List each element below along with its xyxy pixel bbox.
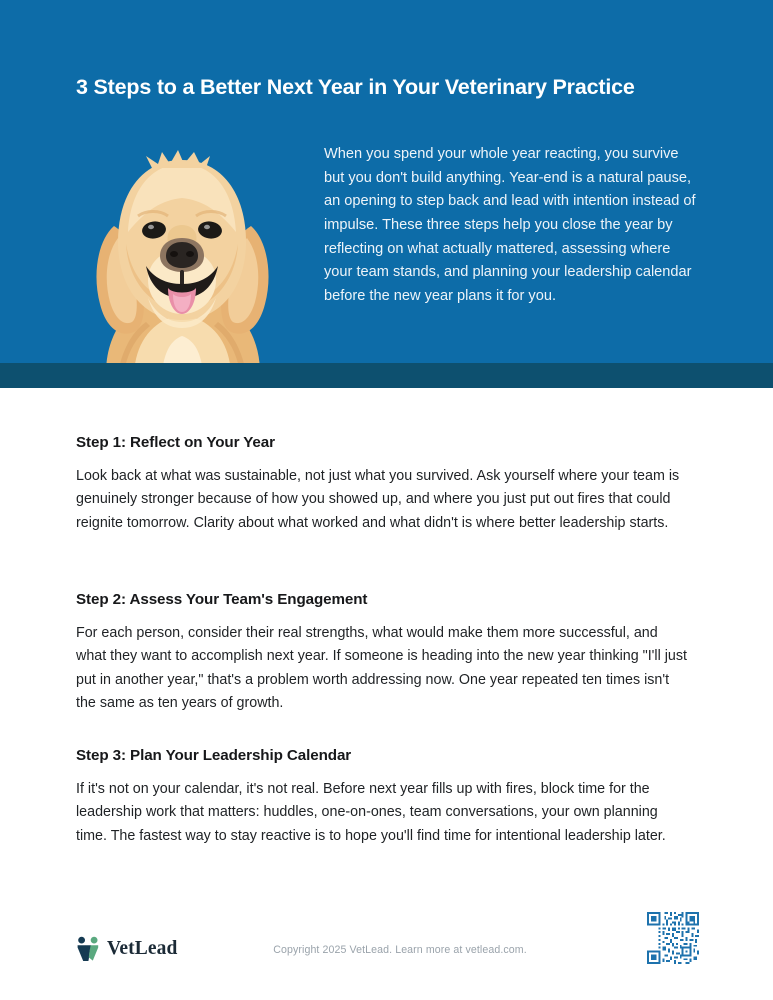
step-body: If it's not on your calendar, it's not real. Before next year fills up with fires, block time for the leadership work that matters: huddles, one-on-ones, team conversations, your own planning time. The fastest way to stay reactive is to hope you'll find time for intentional leadership later. xyxy=(76,781,666,844)
step-section-1 xyxy=(76,434,688,535)
qr-code[interactable] xyxy=(645,910,701,966)
copyright-text: Copyright 2025 VetLead. Learn more at vetlead.com. xyxy=(273,944,527,956)
step-section-2 xyxy=(76,591,688,715)
vetlead-logo-icon xyxy=(76,936,101,962)
step-heading: Step 1: Reflect on Your Year xyxy=(76,434,275,451)
vetlead-logo-text: VetLead xyxy=(107,938,178,959)
step-heading: Step 2: Assess Your Team's Engagement xyxy=(76,591,368,608)
step-section-3 xyxy=(76,747,688,848)
step-heading: Step 3: Plan Your Leadership Calendar xyxy=(76,747,352,764)
step-body: For each person, consider their real strengths, what would make them more successful, and what they want to accomplish next year. If someone is heading into the new year thinking "I'll just put in another year," that's a problem worth addressing now. One year repeated ten times isn't the same as ten years of growth. xyxy=(76,625,687,711)
page-title: 3 Steps to a Better Next Year in Your Veterinary Practice xyxy=(76,75,635,99)
step-body: Look back at what was sustainable, not just what you survived. Ask yourself where your team is genuinely stronger because of how you showed up, and where you just put out fires that could reignite tomorrow. Clarity about what worked and what didn't is where better leadership starts. xyxy=(76,468,680,531)
accent-band xyxy=(0,363,773,388)
header-banner xyxy=(0,0,773,363)
golden-retriever-illustration xyxy=(76,138,289,363)
intro-paragraph: When you spend your whole year reacting, you survive but you don't build anything. Year-end is a natural pause, an opening to step back and lead with intention instead of impulse. These three steps help you close the year by reflecting on what actually mattered, assessing where your team stands, and planning your leadership calendar before the new year plans it for you. xyxy=(324,146,696,304)
vetlead-logo[interactable] xyxy=(76,936,177,962)
